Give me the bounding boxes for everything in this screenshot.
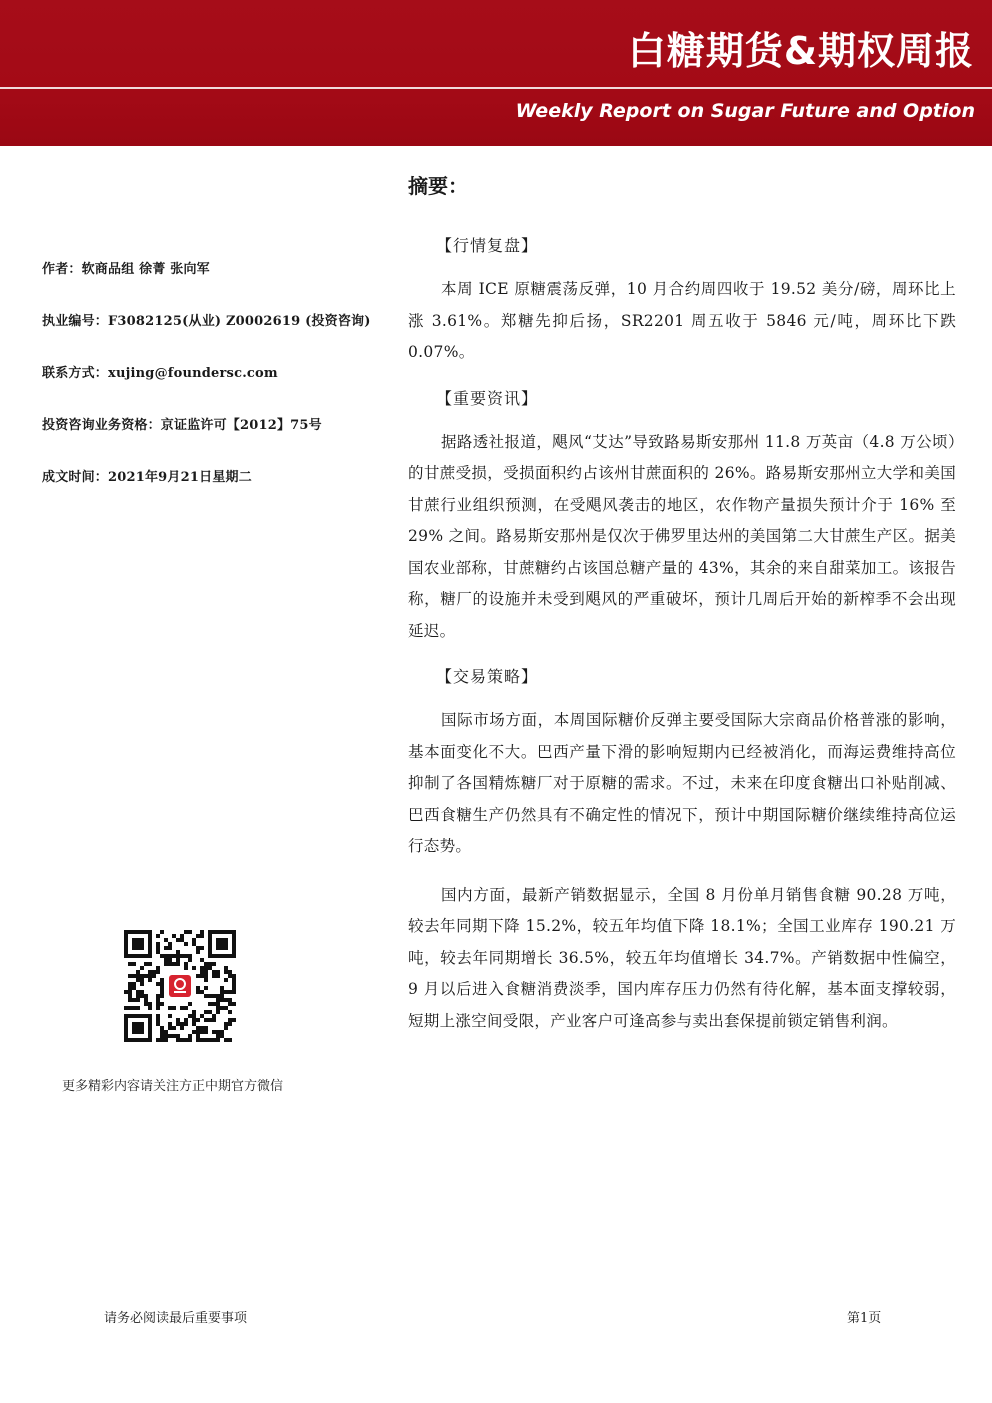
news-paragraph: 据路透社报道，飓风“艾达”导致路易斯安那州 11.8 万英亩（4.8 万公顷）的甘蔗受损，受损面积约占该州甘蔗面积的 26%。路易斯安那州立大学和美国甘蔗行业组织预测，在受飓风袭击的地区，农作物产量损失预计介于 16% 至 29% 之间。路易斯安那州是仅次于佛罗里达州的美国第二大甘蔗生产区。据美国农业部称，甘蔗糖约占该国总糖产量的 43%，其余的来自甜菜加工。该报告称，糖厂的设施并未受到飓风的严重破坏，预计几周后开始的新榨季不会出现延迟。 [408,432,956,640]
report-subtitle: Weekly Report on Sugar Future and Option [515,100,975,122]
contact-line[interactable]: 联系方式：xujing@foundersc.com [42,366,278,381]
footer-notice: 请务必阅读最后重要事项 [104,1311,248,1326]
page-number: 第1页 [847,1311,882,1326]
author-info [42,258,402,518]
qr-code-image [124,930,236,1042]
section-heading-strategy: 【交易策略】 [436,667,539,686]
qr-finder-bottom-left-icon [124,1014,152,1042]
qr-caption: 更多精彩内容请关注方正中期官方微信 [62,1079,284,1094]
header-divider [0,87,992,89]
license-number-line: 执业编号：F3082125(从业) Z0002619 (投资咨询) [42,314,371,329]
summary-title: 摘要： [408,174,468,198]
qr-finder-top-right-icon [208,930,236,958]
date-line: 成文时间：2021年9月21日星期二 [42,470,252,485]
qr-finder-top-left-icon [124,930,152,958]
strategy-domestic-paragraph: 国内方面，最新产销数据显示，全国 8 月份单月销售食糖 90.28 万吨，较去年同期下降 15.2%，较五年均值下降 18.1%；全国工业库存 190.21 万吨，较去年同期增长 36.5%，较五年均值增长 34.7%。产销数据中性偏空，9 月以后进入食糖消费淡季，国内库存压力仍然有待化解，基本面支撑较弱，短期上涨空间受限，产业客户可逢高参与卖出套保提前锁定销售利润。 [408,885,956,1030]
section-heading-news: 【重要资讯】 [436,388,539,408]
author-line: 作者：软商品组 徐菁 张向军 [42,262,210,277]
strategy-international-paragraph: 国际市场方面，本周国际糖价反弹主要受国际大宗商品价格普涨的影响，基本面变化不大。巴西产量下滑的影响短期内已经被消化，而海运费维持高位抑制了各国精炼糖厂对于原糖的需求。不过，未来在印度食糖出口补贴削减、巴西食糖生产仍然具有不确定性的情况下，预计中期国际糖价继续维持高位运行态势。 [408,711,956,855]
wechat-qr-code [124,930,236,1042]
market-review-paragraph: 本周 ICE 原糖震荡反弹，10 月合约周四收于 19.52 美分/磅，周环比上涨 3.61%。郑糖先抑后扬，SR2201 周五收于 5846 元/吨，周环比下跌 0.07%。 [408,280,956,361]
qualification-line: 投资咨询业务资格：京证监许可【2012】75号 [42,418,322,433]
header-banner [0,0,992,146]
section-heading-market-review: 【行情复盘】 [436,236,539,255]
report-title: 白糖期货&期权周报 [627,29,974,73]
summary-column [408,170,956,1054]
